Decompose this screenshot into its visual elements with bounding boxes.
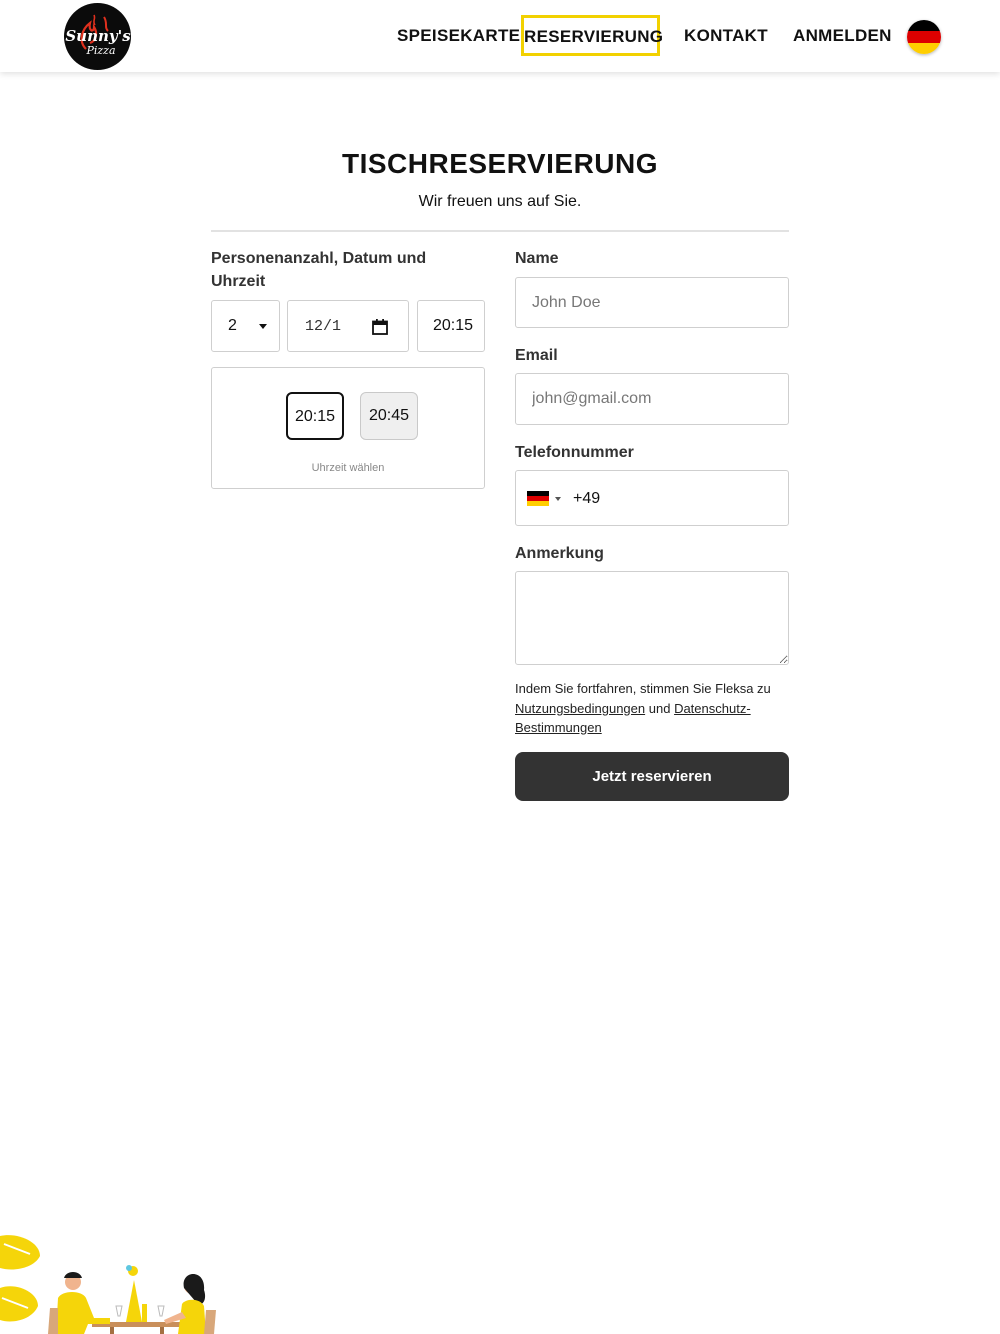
language-flag-de-icon[interactable] bbox=[907, 20, 941, 54]
nav-anmelden[interactable]: ANMELDEN bbox=[793, 26, 892, 45]
dinner-couple-illustration bbox=[0, 1228, 230, 1334]
time-slot-button[interactable]: 20:45 bbox=[360, 392, 418, 440]
time-slots-panel bbox=[211, 367, 485, 489]
reserve-button[interactable]: Jetzt reservieren bbox=[515, 752, 789, 801]
privacy-link[interactable]: Datenschutz-Bestimmungen bbox=[515, 700, 751, 735]
note-textarea[interactable] bbox=[515, 571, 789, 665]
terms-and: und bbox=[648, 700, 671, 716]
nav-kontakt[interactable]: KONTAKT bbox=[684, 26, 768, 45]
email-label: Email bbox=[515, 347, 558, 364]
time-value: 20:15 bbox=[433, 317, 474, 334]
time-select[interactable] bbox=[417, 300, 485, 352]
phone-input[interactable] bbox=[515, 470, 789, 526]
page-title: TISCHRESERVIERUNG bbox=[341, 148, 659, 179]
booking-label: Personenanzahl, Datum und Uhrzeit bbox=[211, 250, 427, 290]
persons-value: 2 bbox=[228, 317, 237, 334]
terms-text bbox=[515, 679, 789, 738]
phone-label: Telefonnummer bbox=[515, 444, 634, 461]
country-caret-icon[interactable] bbox=[555, 497, 561, 501]
email-input[interactable] bbox=[515, 373, 789, 425]
phone-country-code: +49 bbox=[573, 490, 601, 507]
name-label: Name bbox=[515, 250, 559, 267]
terms-prefix: Indem Sie fortfahren, stimmen Sie Fleksa zu bbox=[515, 681, 771, 696]
calendar-icon[interactable] bbox=[371, 318, 389, 336]
svg-text:Sunny's: Sunny's bbox=[65, 27, 131, 45]
page-subtitle: Wir freuen uns auf Sie. bbox=[418, 193, 582, 210]
persons-select[interactable] bbox=[211, 300, 280, 352]
svg-text:Pizza: Pizza bbox=[86, 44, 116, 57]
date-value: 12/1 bbox=[305, 318, 342, 335]
flag-de-icon[interactable] bbox=[527, 491, 549, 506]
terms-of-use-link[interactable]: Nutzungsbedingungen bbox=[515, 700, 646, 716]
caret-down-icon bbox=[259, 324, 267, 329]
time-slot-button[interactable]: 20:15 bbox=[286, 392, 344, 440]
note-label: Anmerkung bbox=[515, 545, 604, 562]
time-slot-hint: Uhrzeit wählen bbox=[311, 462, 385, 474]
site-header bbox=[0, 0, 1000, 72]
name-input[interactable] bbox=[515, 277, 789, 328]
nav-reservierung[interactable]: RESERVIERUNG bbox=[521, 15, 660, 56]
nav-speisekarte[interactable]: SPEISEKARTE bbox=[397, 26, 521, 45]
divider bbox=[211, 230, 789, 232]
main-nav bbox=[0, 0, 1000, 72]
date-input[interactable] bbox=[287, 300, 409, 352]
